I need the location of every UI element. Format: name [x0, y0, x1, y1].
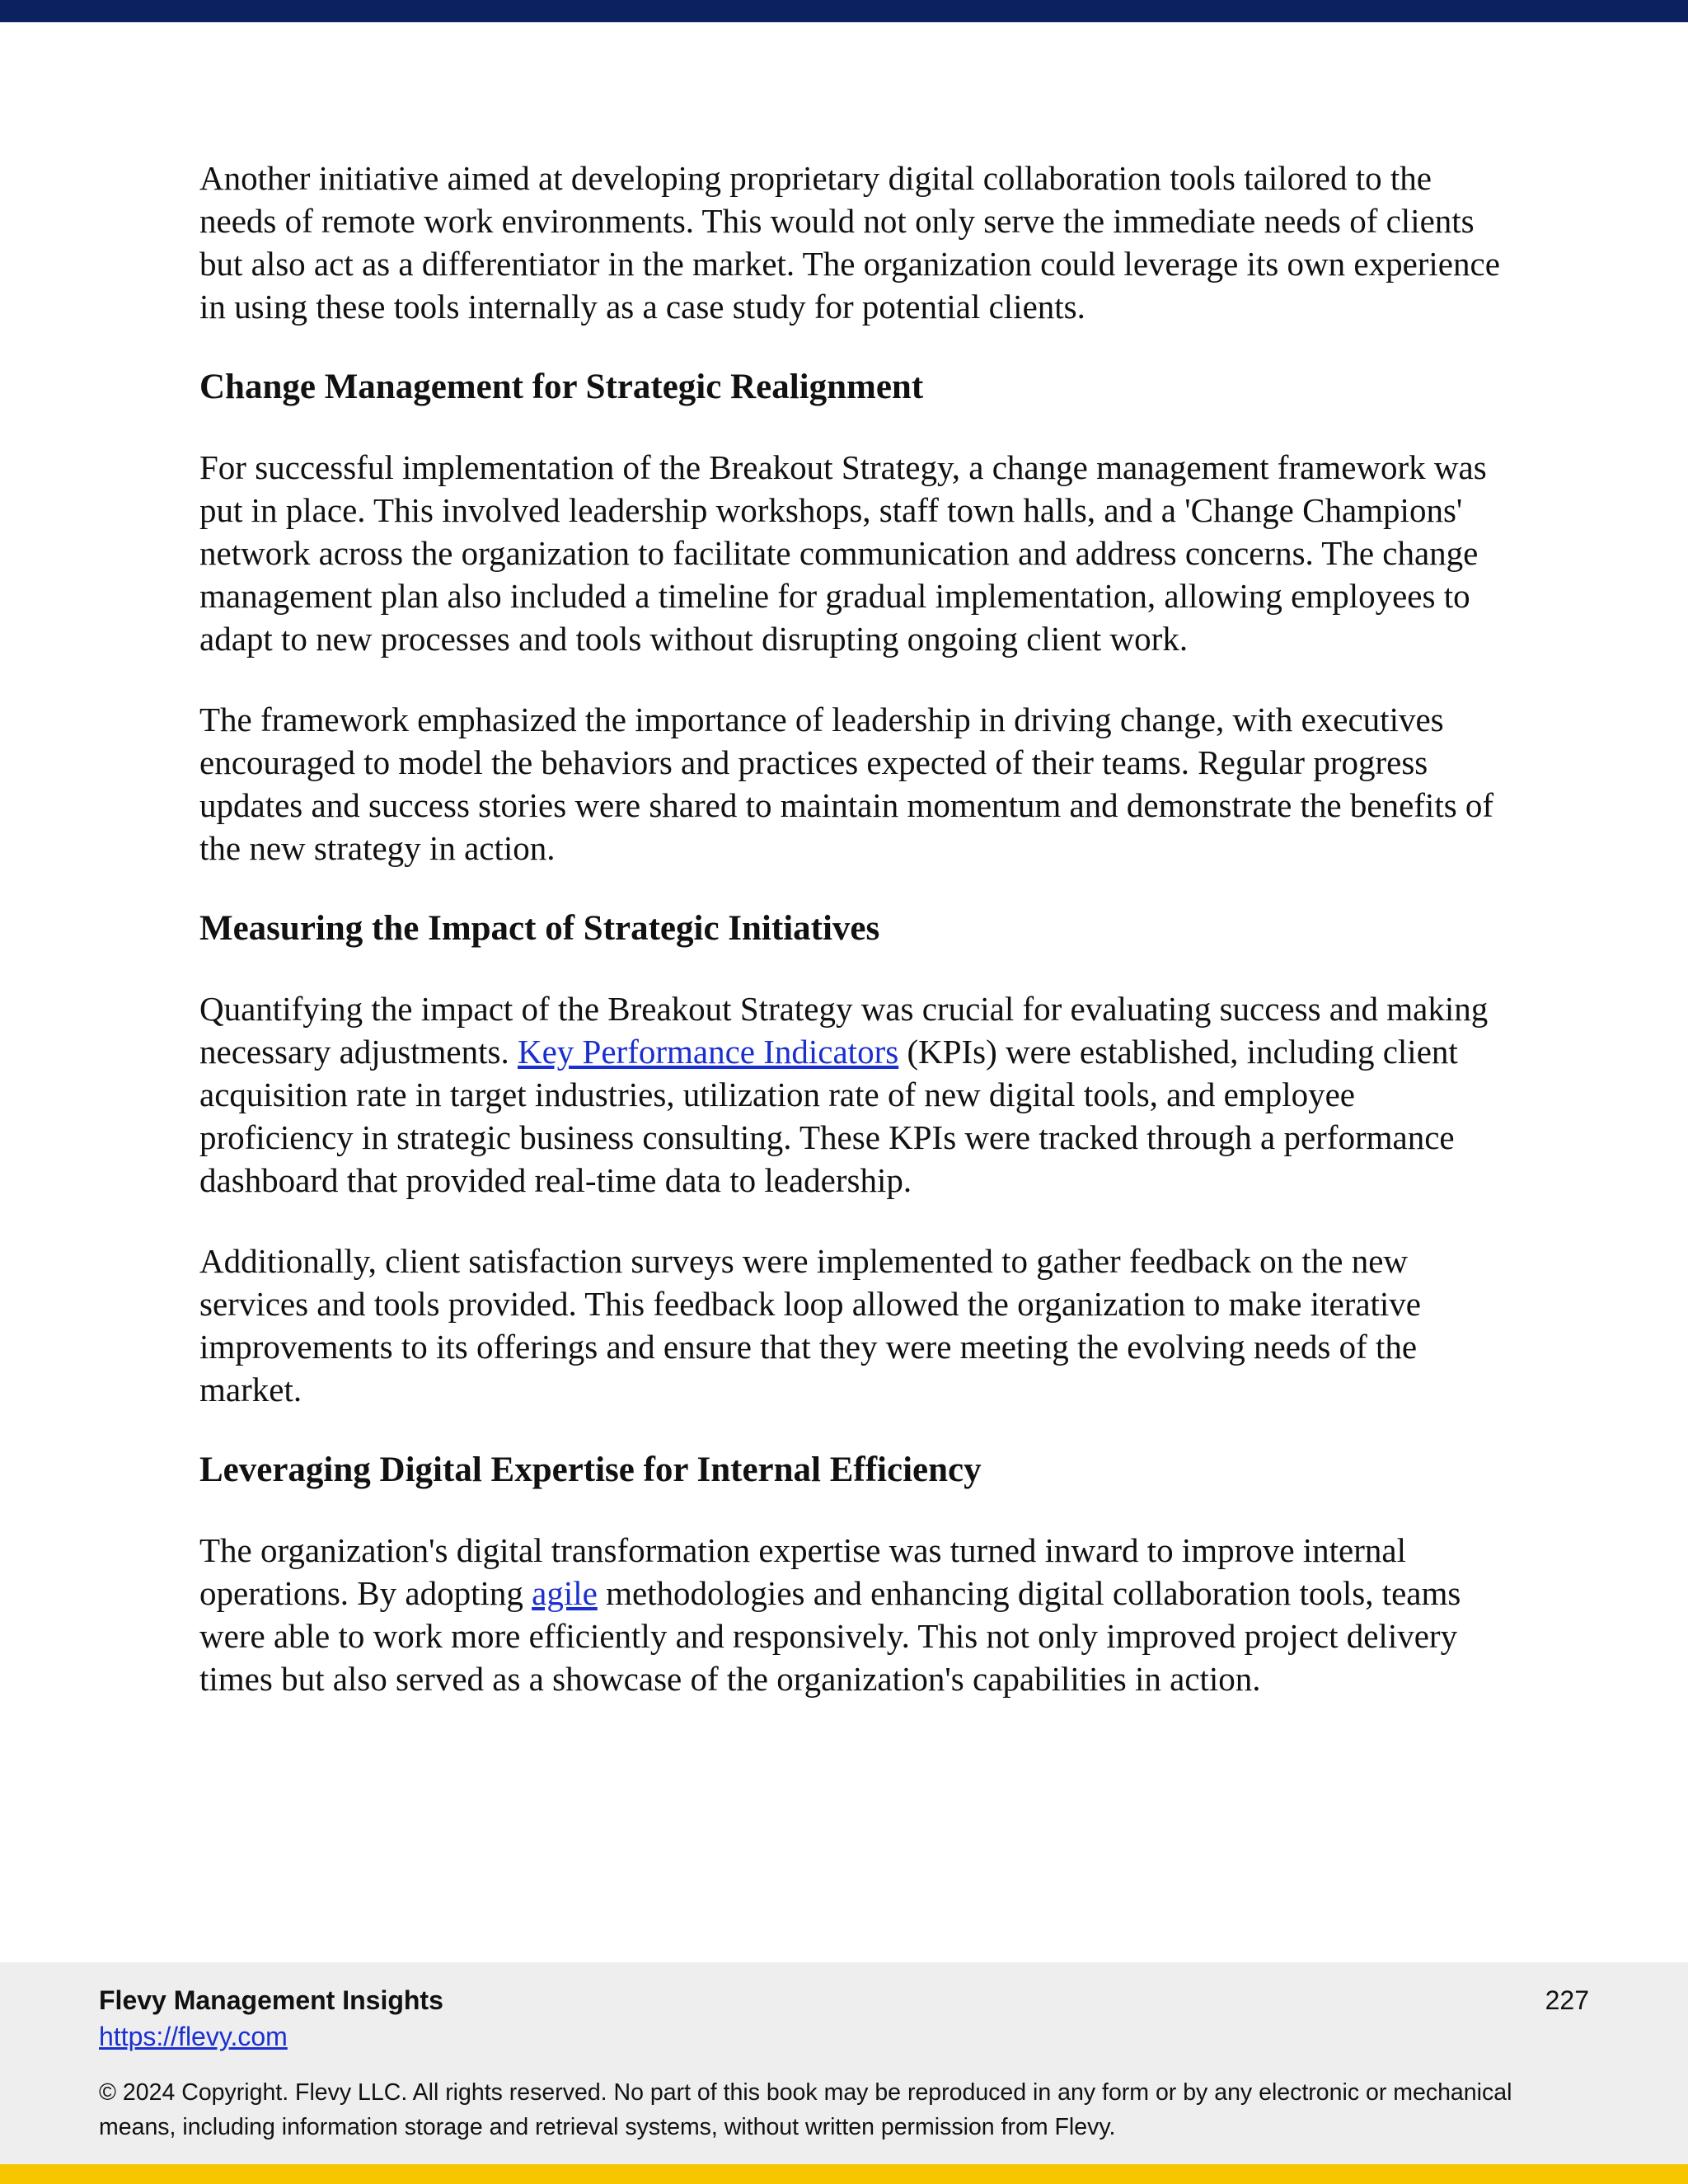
- page-content: [199, 157, 1502, 1738]
- footer-url-link[interactable]: https://flevy.com: [99, 2022, 288, 2051]
- footer-brand: Flevy Management Insights: [99, 1985, 443, 2015]
- paragraph-internal-efficiency: [199, 1529, 1502, 1700]
- footer-copyright: © 2024 Copyright. Flevy LLC. All rights reserved. No part of this book may be reproduced in any form or by any electronic or mechanical means, including information storage and retrieval systems, without written permission from Flevy.: [99, 2079, 1512, 2140]
- agile-link[interactable]: agile: [532, 1574, 598, 1612]
- paragraph-client-surveys: Additionally, client satisfaction surveys were implemented to gather feedback on the new services and tools provided. This feedback loop allowed the organization to make iterative improvements to its offerings and ensure that they were meeting the evolving needs of the market.: [199, 1242, 1422, 1408]
- kpis-text-after: (KPIs) were established, including client acquisition rate in target industries, utilization rate of new digital tools, and employee proficiency in strategic business consulting. These KPIs were tracked through a performance dashboard that provided real-time data to leadership.: [199, 1033, 1458, 1199]
- key-performance-indicators-link[interactable]: Key Performance Indicators: [517, 1033, 899, 1071]
- paragraph-leadership-emphasis: The framework emphasized the importance of leadership in driving change, with executives encouraged to model the behaviors and practices expected of their teams. Regular progress updates and success stories were shared to maintain momentum and demonstrate the benefits of the new strategy in action.: [199, 701, 1494, 867]
- paragraph-kpis: [199, 987, 1502, 1202]
- heading-change-management: Change Management for Strategic Realignment: [199, 368, 924, 406]
- heading-measuring-impact: Measuring the Impact of Strategic Initiatives: [199, 909, 880, 948]
- paragraph-collaboration-tools: Another initiative aimed at developing proprietary digital collaboration tools tailored to the needs of remote work environments. This would not only serve the immediate needs of clients but also act as a differentiator in the market. The organization could leverage its own experience in using these tools internally as a case study for potential clients.: [199, 159, 1500, 326]
- heading-leveraging-digital: Leveraging Digital Expertise for Internal Efficiency: [199, 1451, 982, 1489]
- bottom-accent-bar: [0, 2164, 1688, 2184]
- agile-text-after: methodologies and enhancing digital collaboration tools, teams were able to work more efficiently and responsively. This not only improved project delivery times but also served as a showcase of the organization's capabilities in action.: [199, 1574, 1461, 1698]
- page-footer: [0, 1962, 1688, 2164]
- agile-text-before: The organization's digital transformation expertise was turned inward to improve internal operations. By adopting: [199, 1531, 1406, 1612]
- page-number: 227: [1545, 1985, 1589, 2015]
- kpis-text-before: Quantifying the impact of the Breakout Strategy was crucial for evaluating success and making necessary adjustments.: [199, 990, 1489, 1071]
- paragraph-change-framework: For successful implementation of the Breakout Strategy, a change management framework was put in place. This involved leadership workshops, staff town halls, and a 'Change Champions' network across the organization to facilitate communication and address concerns. The change management plan also included a timeline for gradual implementation, allowing employees to adapt to new processes and tools without disrupting ongoing client work.: [199, 448, 1487, 658]
- top-accent-bar: [0, 0, 1688, 22]
